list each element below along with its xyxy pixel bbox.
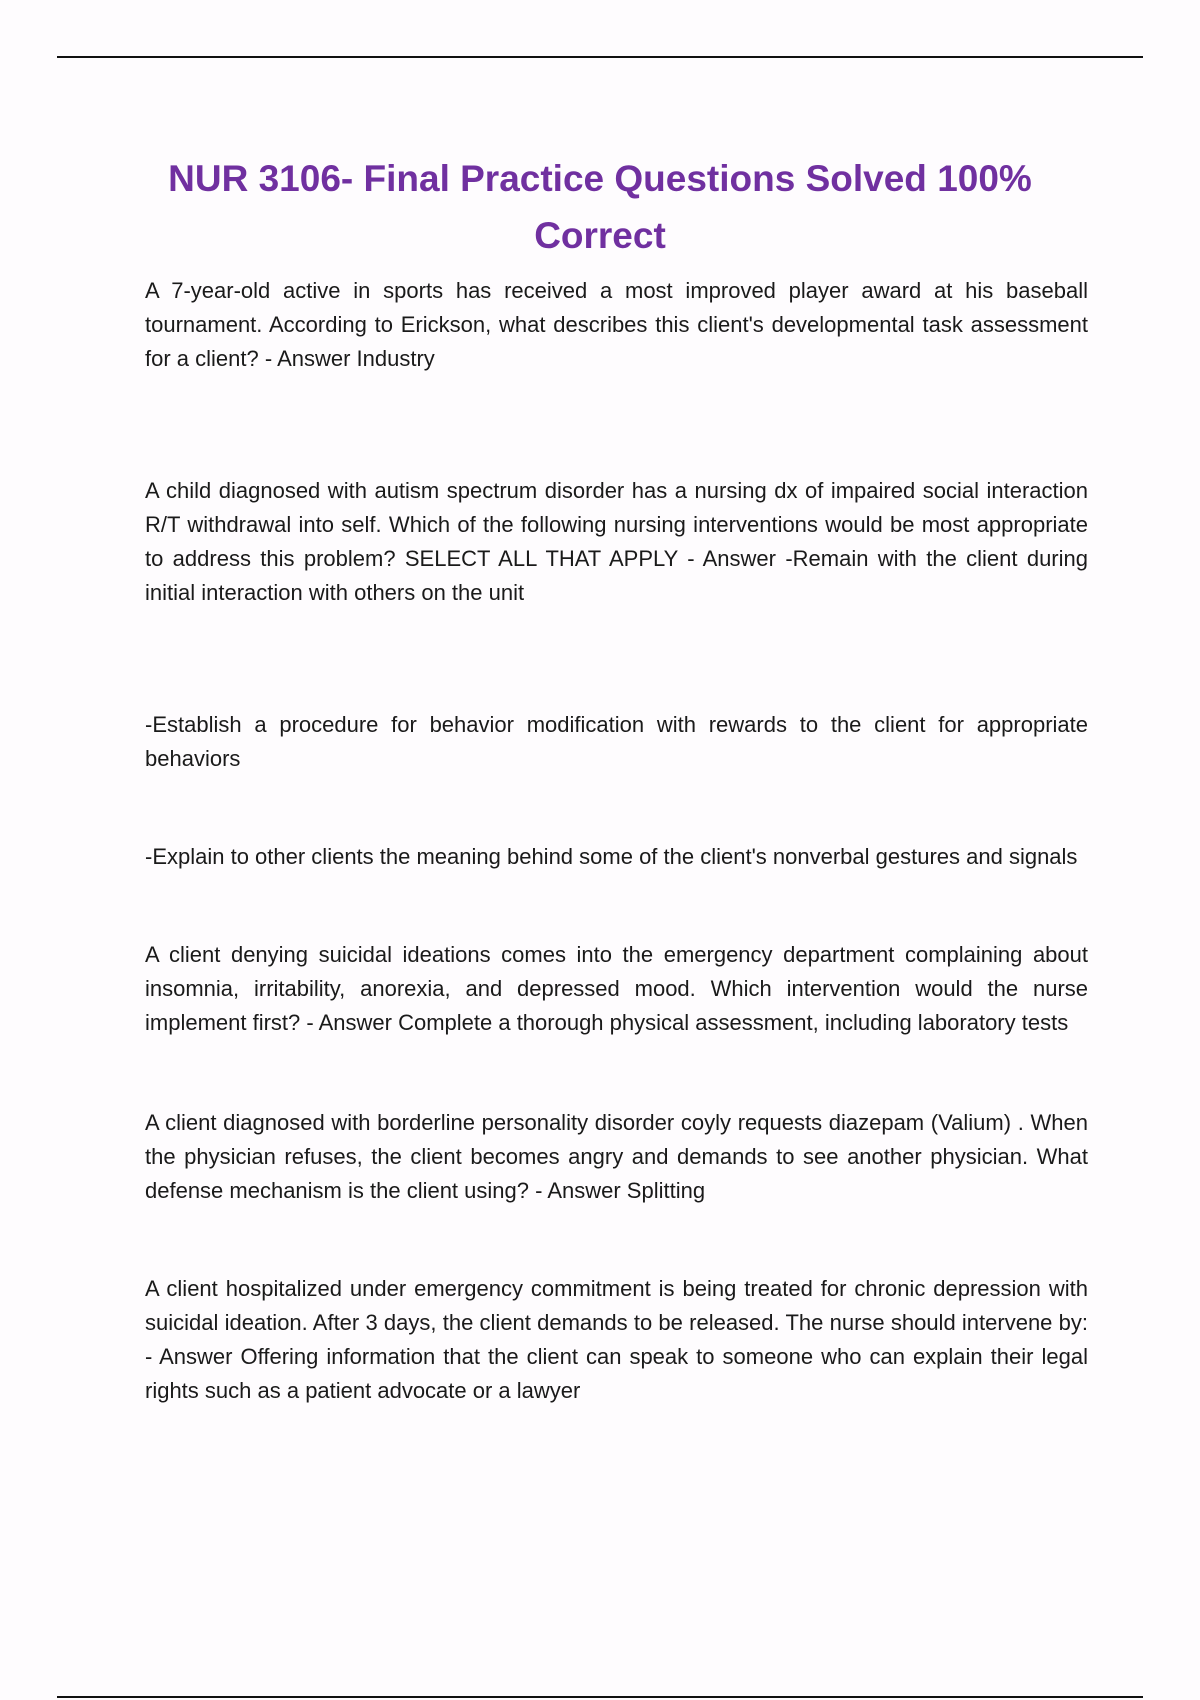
document-title: NUR 3106- Final Practice Questions Solved 100% Correct bbox=[168, 158, 1032, 256]
question-paragraph: A client hospitalized under emergency commitment is being treated for chronic depression with suicidal ideation. After 3 days, the client demands to be released. The nurse should intervene by: - Answer Offering information that the client can speak to someone who can explain their legal rights such as a patient advocate or a lawyer bbox=[145, 1276, 1088, 1403]
question-paragraph: A 7-year-old active in sports has received a most improved player award at his baseball tournament. According to Erickson, what describes this client's developmental task assessment for a client? - Answer Industry bbox=[145, 278, 1088, 371]
bottom-rule bbox=[57, 1696, 1143, 1698]
question-paragraph: A client diagnosed with borderline personality disorder coyly requests diazepam (Valium) . When the physician refuses, the client becomes angry and demands to see another physician. What defense mechanism is the client using? - Answer Splitting bbox=[145, 1110, 1088, 1203]
question-paragraph: A child diagnosed with autism spectrum disorder has a nursing dx of impaired social interaction R/T withdrawal into self. Which of the following nursing interventions would be most appropriate to address this problem? SELECT ALL THAT APPLY - Answer -Remain with the client during initial interaction with others on the unit bbox=[145, 478, 1088, 605]
answer-option-paragraph: -Explain to other clients the meaning behind some of the client's nonverbal gestures and signals bbox=[145, 844, 1078, 869]
document-body bbox=[145, 274, 1088, 1408]
question-paragraph: A client denying suicidal ideations comes into the emergency department complaining about insomnia, irritability, anorexia, and depressed mood. Which intervention would the nurse implement first? - Answer Complete a thorough physical assessment, including laboratory tests bbox=[145, 942, 1088, 1035]
top-rule bbox=[57, 56, 1143, 58]
answer-option-paragraph: -Establish a procedure for behavior modification with rewards to the client for appropriate behaviors bbox=[145, 712, 1088, 771]
